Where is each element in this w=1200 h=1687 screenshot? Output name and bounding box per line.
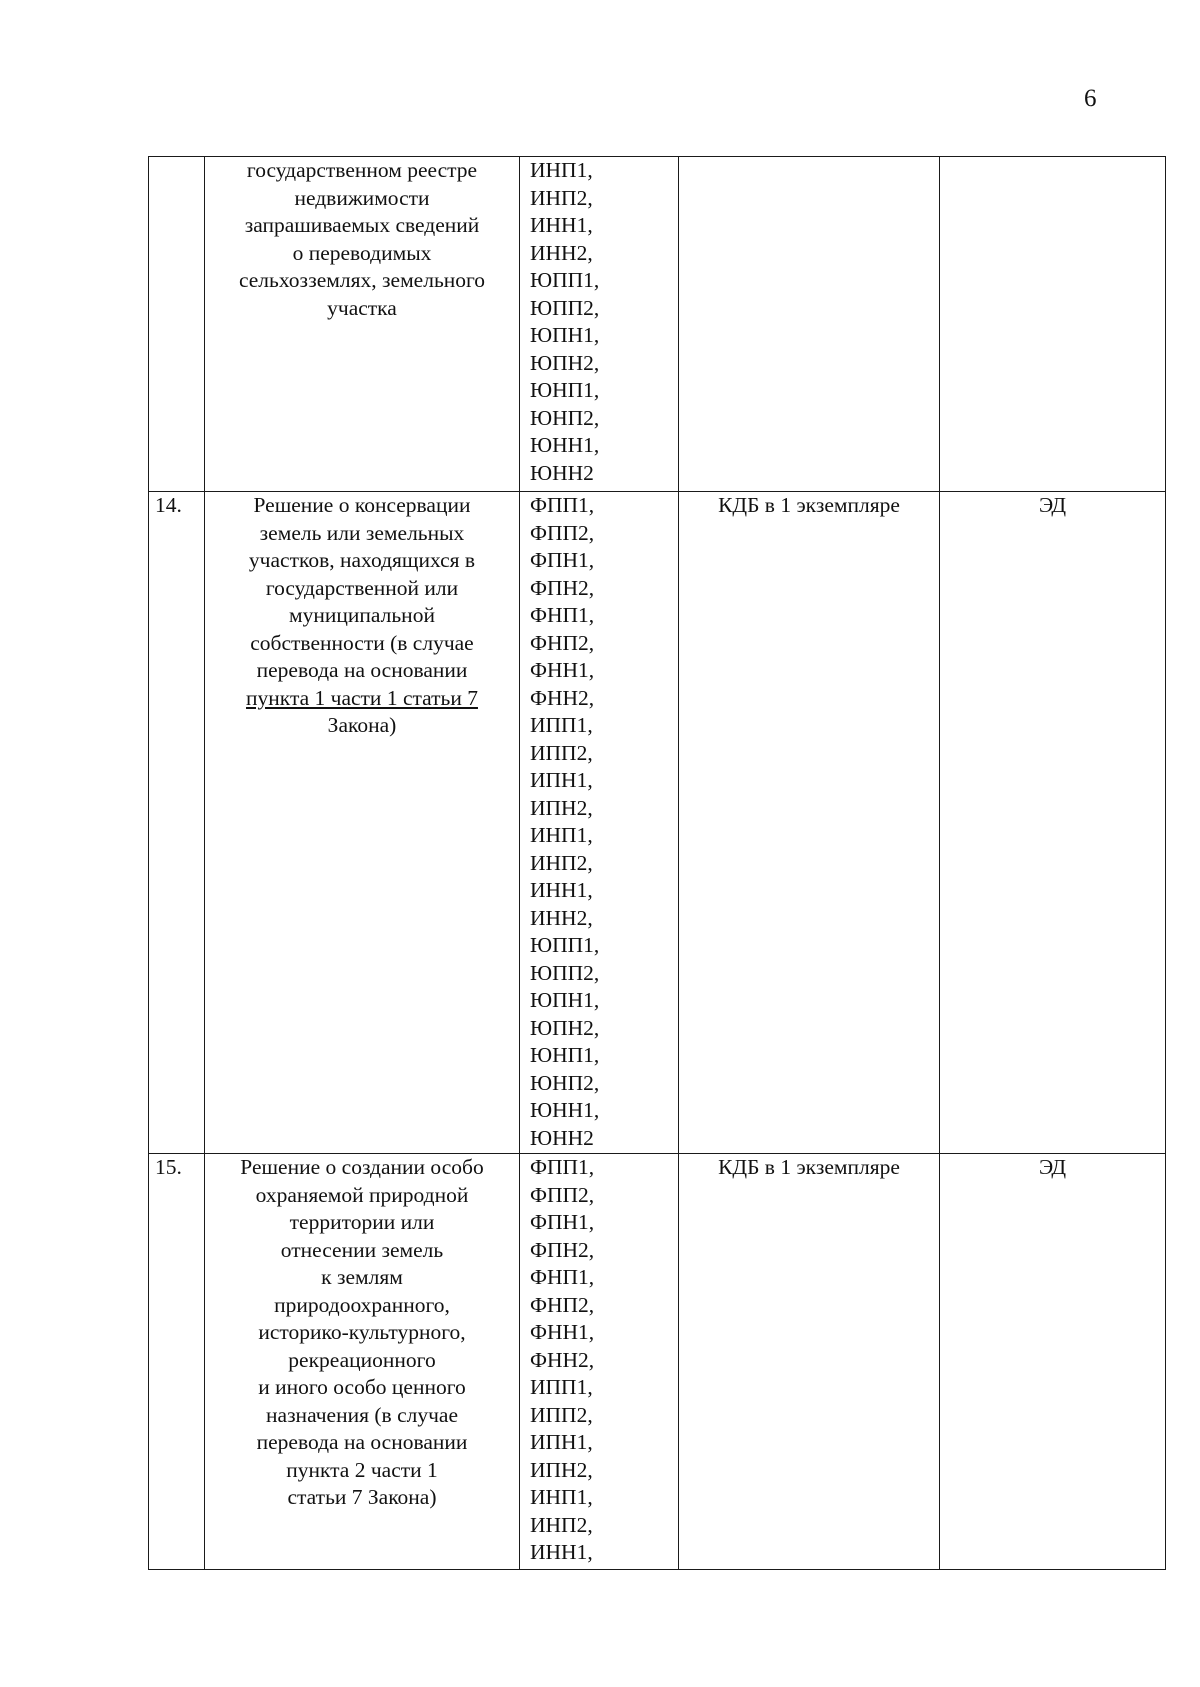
applicant-code: ЮПП2, — [530, 295, 600, 320]
applicant-code: ИНП1, — [530, 1485, 593, 1509]
applicant-code: ФНП1, — [530, 603, 595, 627]
document-name-line: сельхозземлях, земельного — [238, 268, 486, 292]
applicant-code: ЮНП1, — [530, 1043, 600, 1067]
applicant-code: ЮНП2, — [530, 405, 600, 430]
applicant-code: ФНП2, — [530, 630, 595, 655]
applicant-code: ИНП1, — [530, 823, 593, 847]
document-name-line: участков, находящихся в — [248, 548, 476, 572]
applicant-code: ИПН2, — [530, 1457, 593, 1482]
document-table — [148, 156, 1166, 1570]
document-name-line: земель или земельных — [259, 520, 465, 545]
destination-cell — [679, 157, 940, 492]
applicant-code: ЮПН1, — [530, 323, 600, 347]
row-number-cell: 15. — [149, 1154, 205, 1570]
document-name-cell — [205, 1154, 520, 1570]
applicant-codes-cell — [520, 492, 679, 1154]
document-name-cell — [205, 157, 520, 492]
applicant-code: ИНН2, — [530, 240, 593, 265]
document-name-line: запрашиваемых сведений — [244, 213, 480, 237]
document-name-line: перевода на основании — [256, 658, 468, 682]
format-cell: ЭД — [940, 492, 1166, 1154]
applicant-code: ЮПП1, — [530, 268, 600, 292]
applicant-code: ИНП2, — [530, 850, 593, 875]
document-name-line: муниципальной — [289, 603, 435, 627]
applicant-code: ФПН2, — [530, 1237, 595, 1262]
applicant-code: ИНН2, — [530, 905, 593, 930]
document-name-line: территории или — [289, 1210, 435, 1234]
applicant-code: ФНП2, — [530, 1292, 595, 1317]
destination-cell: КДБ в 1 экземпляре — [679, 492, 940, 1154]
applicant-code: ФПП1, — [530, 1155, 595, 1179]
applicant-code: ЮПН2, — [530, 1015, 600, 1040]
applicant-code: ИПН2, — [530, 795, 593, 820]
table-row — [149, 157, 1166, 492]
document-name-line: Закона) — [327, 713, 397, 737]
applicant-code: ИНН1, — [530, 878, 593, 902]
applicant-code: ЮНН1, — [530, 433, 600, 457]
applicant-code: ФПП1, — [530, 493, 595, 517]
document-name-line: назначения (в случае — [266, 1402, 458, 1427]
document-name-line: собственности (в случае — [250, 630, 474, 655]
format-cell: ЭД — [940, 1154, 1166, 1570]
document-name-line: недвижимости — [294, 185, 430, 210]
document-name-line: о переводимых — [292, 240, 432, 265]
applicant-code: ЮПН2, — [530, 350, 600, 375]
document-name-line: к землям — [321, 1265, 403, 1289]
page-number: 6 — [1084, 85, 1097, 112]
applicant-codes-cell — [520, 1154, 679, 1570]
applicant-code: ИНН1, — [530, 213, 593, 237]
applicant-code: ФНН1, — [530, 1320, 595, 1344]
law-reference-link: пункта 1 части 1 статьи 7 — [246, 685, 478, 710]
document-name-line: Решение о создании особо — [240, 1155, 484, 1179]
format-cell — [940, 157, 1166, 492]
applicant-code: ФПП2, — [530, 520, 595, 545]
applicant-code: ИПН1, — [530, 768, 593, 792]
row-number-cell: 14. — [149, 492, 205, 1154]
applicant-code: ЮНП1, — [530, 378, 600, 402]
document-name-line: статьи 7 Закона) — [287, 1485, 437, 1509]
document-name-line: перевода на основании — [256, 1430, 468, 1454]
document-name-line: охраняемой природной — [255, 1182, 469, 1207]
applicant-code: ЮНП2, — [530, 1070, 600, 1095]
applicant-codes-cell — [520, 157, 679, 492]
applicant-code: ИНП2, — [530, 1512, 593, 1537]
applicant-code: ИНН1, — [530, 1540, 593, 1564]
table-row — [149, 492, 1166, 1154]
applicant-code: ФНН2, — [530, 685, 595, 710]
document-name-line: государственной или — [265, 575, 459, 600]
applicant-code: ФНН1, — [530, 658, 595, 682]
applicant-code: ФНП1, — [530, 1265, 595, 1289]
applicant-code: ЮПП1, — [530, 933, 600, 957]
document-name-line: государственном реестре — [246, 158, 478, 182]
applicant-code: ЮПН1, — [530, 988, 600, 1012]
document-name-line: историко-культурного, — [258, 1320, 466, 1344]
applicant-code: ИПП2, — [530, 740, 593, 765]
applicant-code: ФНН2, — [530, 1347, 595, 1372]
applicant-code: ИПП1, — [530, 713, 593, 737]
applicant-code: ИПП2, — [530, 1402, 593, 1427]
applicant-code: ФПП2, — [530, 1182, 595, 1207]
applicant-code: ЮНН1, — [530, 1098, 600, 1122]
document-name-line: участка — [327, 295, 397, 320]
document-name-line: рекреационного — [288, 1347, 436, 1372]
applicant-code: ФПН2, — [530, 575, 595, 600]
document-name-line: и иного особо ценного — [258, 1375, 466, 1399]
document-name-line: Решение о консервации — [253, 493, 471, 517]
applicant-code: ИНП2, — [530, 185, 593, 210]
document-name-cell — [205, 492, 520, 1154]
applicant-code: ИПП1, — [530, 1375, 593, 1399]
applicant-code: ЮПП2, — [530, 960, 600, 985]
applicant-code: ЮНН2 — [530, 460, 594, 485]
applicant-code: ИНП1, — [530, 158, 593, 182]
document-name-line: пункта 2 части 1 — [286, 1457, 438, 1482]
destination-cell: КДБ в 1 экземпляре — [679, 1154, 940, 1570]
table-row — [149, 1154, 1166, 1570]
row-number-cell — [149, 157, 205, 492]
applicant-code: ЮНН2 — [530, 1125, 594, 1150]
applicant-code: ФПН1, — [530, 1210, 595, 1234]
applicant-code: ИПН1, — [530, 1430, 593, 1454]
document-name-line: природоохранного, — [274, 1292, 450, 1317]
applicant-code: ФПН1, — [530, 548, 595, 572]
document-name-line: отнесении земель — [280, 1237, 444, 1262]
